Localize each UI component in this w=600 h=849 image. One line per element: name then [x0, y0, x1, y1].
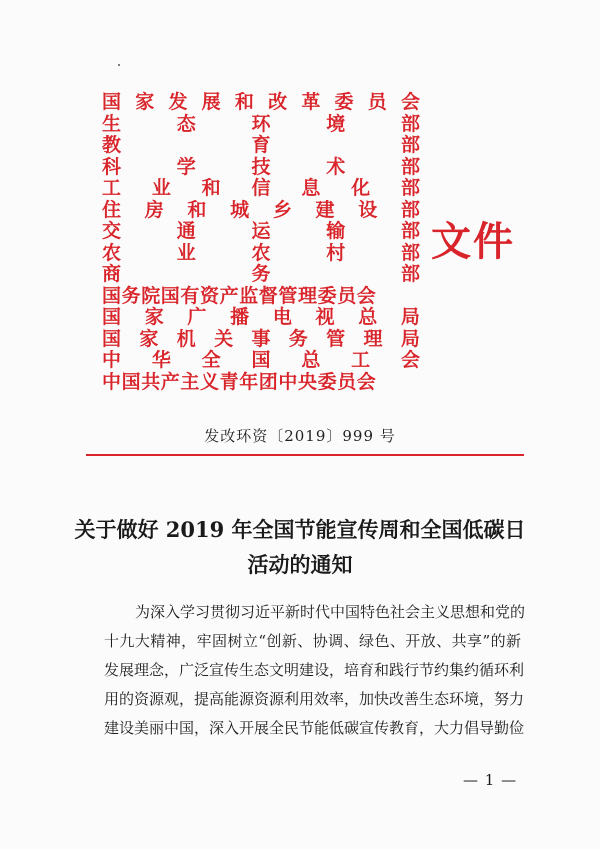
agency-char: 国 [251, 349, 271, 371]
agency-char: 商 [102, 263, 122, 285]
agency-char: 家 [144, 306, 164, 328]
agency-char: 交 [102, 220, 122, 242]
agency-name [102, 286, 420, 308]
agency-char: 国务院国有资产监督管理委员会 [102, 284, 377, 307]
agency-char: 部 [400, 263, 420, 285]
body-line: 用的资源观，提高能源资源利用效率，加快改善生态环境，努力 [104, 690, 525, 708]
agency-char: 和 [234, 91, 254, 113]
agency-char: 部 [400, 134, 420, 156]
agency-char: 理 [363, 327, 383, 350]
agency-char: 农 [102, 241, 122, 264]
agency-char: 通 [176, 220, 196, 242]
agency-name [102, 307, 420, 329]
agency-char: 部 [400, 112, 420, 135]
agency-name [102, 372, 420, 394]
agency-char: 中国共产主义青年团中央委员会 [102, 370, 377, 393]
agency-char: 态 [176, 112, 196, 135]
agency-char: 事 [251, 327, 271, 350]
agency-name [102, 157, 420, 179]
red-separator-line [86, 454, 524, 456]
agency-char: 会 [400, 349, 420, 371]
agency-char: 广 [187, 306, 207, 328]
agency-char: 部 [400, 177, 420, 199]
agency-char: 学 [176, 155, 196, 178]
agency-char: 和 [201, 177, 221, 199]
agency-name [102, 114, 420, 136]
agency-char: 生 [102, 112, 122, 135]
agency-char: 局 [400, 306, 420, 328]
agency-char: 息 [301, 177, 321, 199]
body-line: 发展理念，广泛宣传生态文明建设，培育和践行节约集约循环利 [104, 661, 525, 679]
agency-char: 术 [326, 155, 346, 178]
agency-char: 农 [251, 241, 271, 264]
body-line: 建设美丽中国，深入开展全民节能低碳宣传教育，大力倡导勤俭 [104, 719, 525, 737]
agency-char: 工 [102, 177, 122, 199]
agency-name [102, 221, 420, 243]
agency-char: 和 [187, 198, 207, 221]
agency-char: 业 [151, 177, 171, 199]
agency-char: 部 [400, 198, 420, 221]
agency-name [102, 92, 420, 114]
agency-char: 发 [168, 91, 188, 113]
agency-char: 建 [315, 198, 335, 221]
agency-char: 化 [351, 177, 371, 199]
document-title [60, 512, 540, 582]
agency-char: 村 [326, 241, 346, 264]
agency-char: 局 [400, 327, 420, 350]
agency-char: 信 [251, 177, 271, 199]
agency-char: 运 [251, 220, 271, 242]
agency-name [102, 329, 420, 351]
agency-char: 中 [102, 349, 122, 371]
agency-char: 员 [367, 91, 387, 113]
agency-char: 电 [272, 306, 292, 328]
agency-char: 委 [334, 91, 354, 113]
agency-char: 机 [176, 327, 196, 350]
agency-char: 国 [102, 91, 122, 113]
agency-char: 工 [351, 349, 371, 371]
document-word: 文件 [431, 218, 515, 265]
agency-char: 城 [230, 198, 250, 221]
agency-char: 务 [288, 327, 308, 350]
agency-char: 管 [326, 327, 346, 350]
agency-char: 部 [400, 220, 420, 242]
agency-char: 科 [102, 155, 122, 178]
issuing-agencies [102, 92, 420, 393]
title-line-2: 活动的通知 [247, 552, 353, 577]
agency-name [102, 200, 420, 222]
agency-char: 国 [102, 327, 122, 350]
agency-char: 关 [214, 327, 234, 350]
agency-char: 住 [102, 198, 122, 221]
agency-char: 视 [315, 306, 335, 328]
agency-char: 境 [326, 112, 346, 135]
agency-char: 设 [358, 198, 378, 221]
body-line: 为深入学习贯彻习近平新时代中国特色社会主义思想和党的 [135, 603, 526, 621]
agency-char: 育 [251, 134, 271, 156]
title-line-1: 关于做好 2019 年全国节能宣传周和全国低碳日 [74, 517, 526, 542]
agency-char: 房 [144, 198, 164, 221]
agency-char: 部 [400, 155, 420, 178]
body-text [104, 598, 526, 743]
agency-char: 部 [400, 241, 420, 264]
agency-char: 教 [102, 134, 122, 156]
agency-char: 输 [326, 220, 346, 242]
body-line: 十九大精神，牢固树立“创新、协调、绿色、开放、共享”的新 [104, 632, 521, 650]
agency-char: 展 [201, 91, 221, 113]
agency-char: 全 [201, 349, 221, 371]
agency-name [102, 178, 420, 200]
agency-char: 会 [400, 91, 420, 113]
agency-name [102, 243, 420, 265]
agency-char: 改 [268, 91, 288, 113]
agency-name [102, 264, 420, 286]
agency-char: 业 [176, 241, 196, 264]
document-number: 发改环资〔2019〕999 号 [204, 427, 396, 445]
agency-char: 播 [230, 306, 250, 328]
agency-char: 技 [251, 155, 271, 178]
agency-char: 国 [102, 306, 122, 328]
agency-char: 环 [251, 112, 271, 135]
agency-char: 家 [139, 327, 159, 350]
agency-char: 总 [358, 306, 378, 328]
agency-name [102, 350, 420, 372]
page-number: — 1 — [463, 771, 518, 789]
agency-char: 总 [301, 349, 321, 371]
agency-char: 革 [301, 91, 321, 113]
agency-name [102, 135, 420, 157]
agency-char: 乡 [272, 198, 292, 221]
agency-char: 家 [135, 91, 155, 113]
scan-speck [118, 64, 120, 66]
agency-char: 华 [151, 349, 171, 371]
agency-char: 务 [251, 263, 271, 285]
